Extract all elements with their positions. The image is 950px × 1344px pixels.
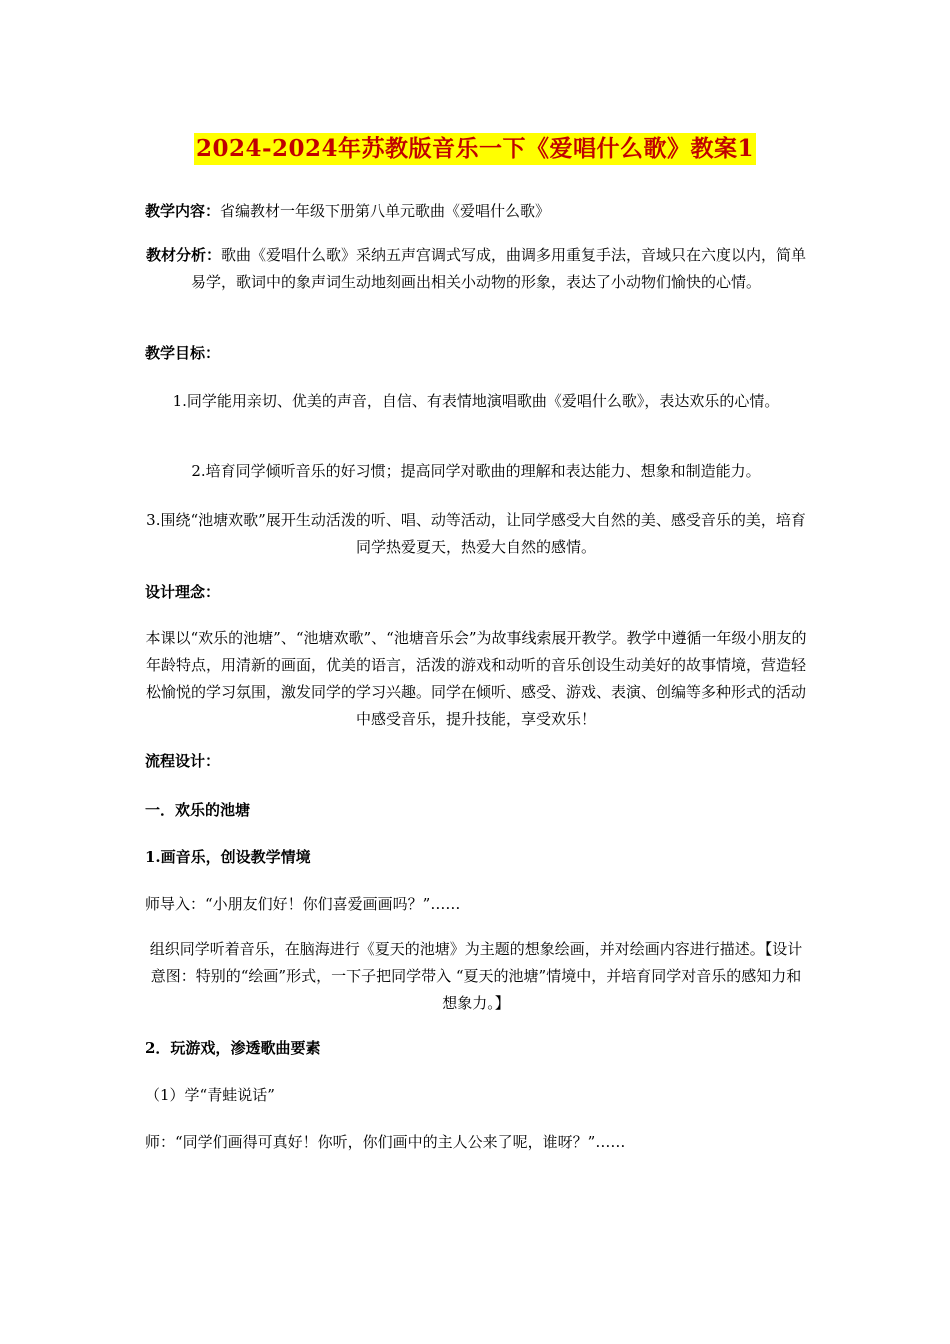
document-title: 2024-2024年苏教版音乐一下《爱唱什么歌》教案1 (194, 133, 756, 165)
step-heading-1: 1.画音乐，创设教学情境 (145, 848, 311, 866)
title-wrap (0, 133, 950, 165)
goal-item-1: 1.同学能用亲切、优美的声音，自信、有表情地演唱歌曲《爱唱什么歌》，表达欢乐的心情。 (172, 392, 780, 410)
sub-heading-1: （1）学“青蛙说话” (145, 1086, 275, 1104)
step-heading-2: 2．玩游戏，渗透歌曲要素 (145, 1039, 321, 1057)
goal-item-2: 2.培育同学倾听音乐的好习惯；提高同学对歌曲的理解和表达能力、想象和制造能力。 (191, 462, 761, 480)
content-paragraph (145, 198, 807, 225)
goal-item-3: 3.围绕“池塘欢歌”展开生动活泼的听、唱、动等活动，让同学感受大自然的美、感受音乐的美，培育同学热爱夏天，热爱大自然的感情。 (146, 511, 806, 556)
intro-paragraph: 师导入：“小朋友们好！你们喜爱画画吗？”…… (145, 895, 461, 913)
concept-paragraph: 本课以“欢乐的池塘”、“池塘欢歌”、“池塘音乐会”为故事线索展开教学。教学中遵循一年级小朋友的年龄特点，用清新的画面，优美的语言，活泼的游戏和动听的音乐创设生动美好的故事情境，营造轻松愉悦的学习氛围，激发同学的学习兴趣。同学在倾听、感受、游戏、表演、创编等多种形式的活动中感受音乐，提升技能，享受欢乐！ (145, 629, 807, 728)
goals-heading: 教学目标： (145, 344, 221, 362)
analysis-label: 教材分析： (145, 246, 221, 264)
analysis-paragraph (145, 242, 807, 296)
teacher-paragraph: 师：“同学们画得可真好！你听，你们画中的主人公来了呢，谁呀？”…… (145, 1133, 626, 1151)
process-heading: 流程设计： (145, 752, 221, 770)
content-label: 教学内容： (145, 202, 221, 220)
analysis-text: 歌曲《爱唱什么歌》采纳五声宫调式写成，曲调多用重复手法，音域只在六度以内，简单易学，歌词中的象声词生动地刻画出相关小动物的形象，表达了小动物们愉快的心情。 (190, 246, 807, 291)
activity-paragraph: 组织同学听着音乐，在脑海进行《夏天的池塘》为主题的想象绘画，并对绘画内容进行描述。【设计意图：特别的“绘画”形式，一下子把同学带入 “夏天的池塘”情境中，并培育同学对音乐的感知力和想象力。】 (149, 940, 803, 1012)
content-text: 省编教材一年级下册第八单元歌曲《爱唱什么歌》 (220, 202, 551, 220)
concept-heading: 设计理念： (145, 583, 221, 601)
section-heading-1: 一．欢乐的池塘 (145, 801, 251, 819)
